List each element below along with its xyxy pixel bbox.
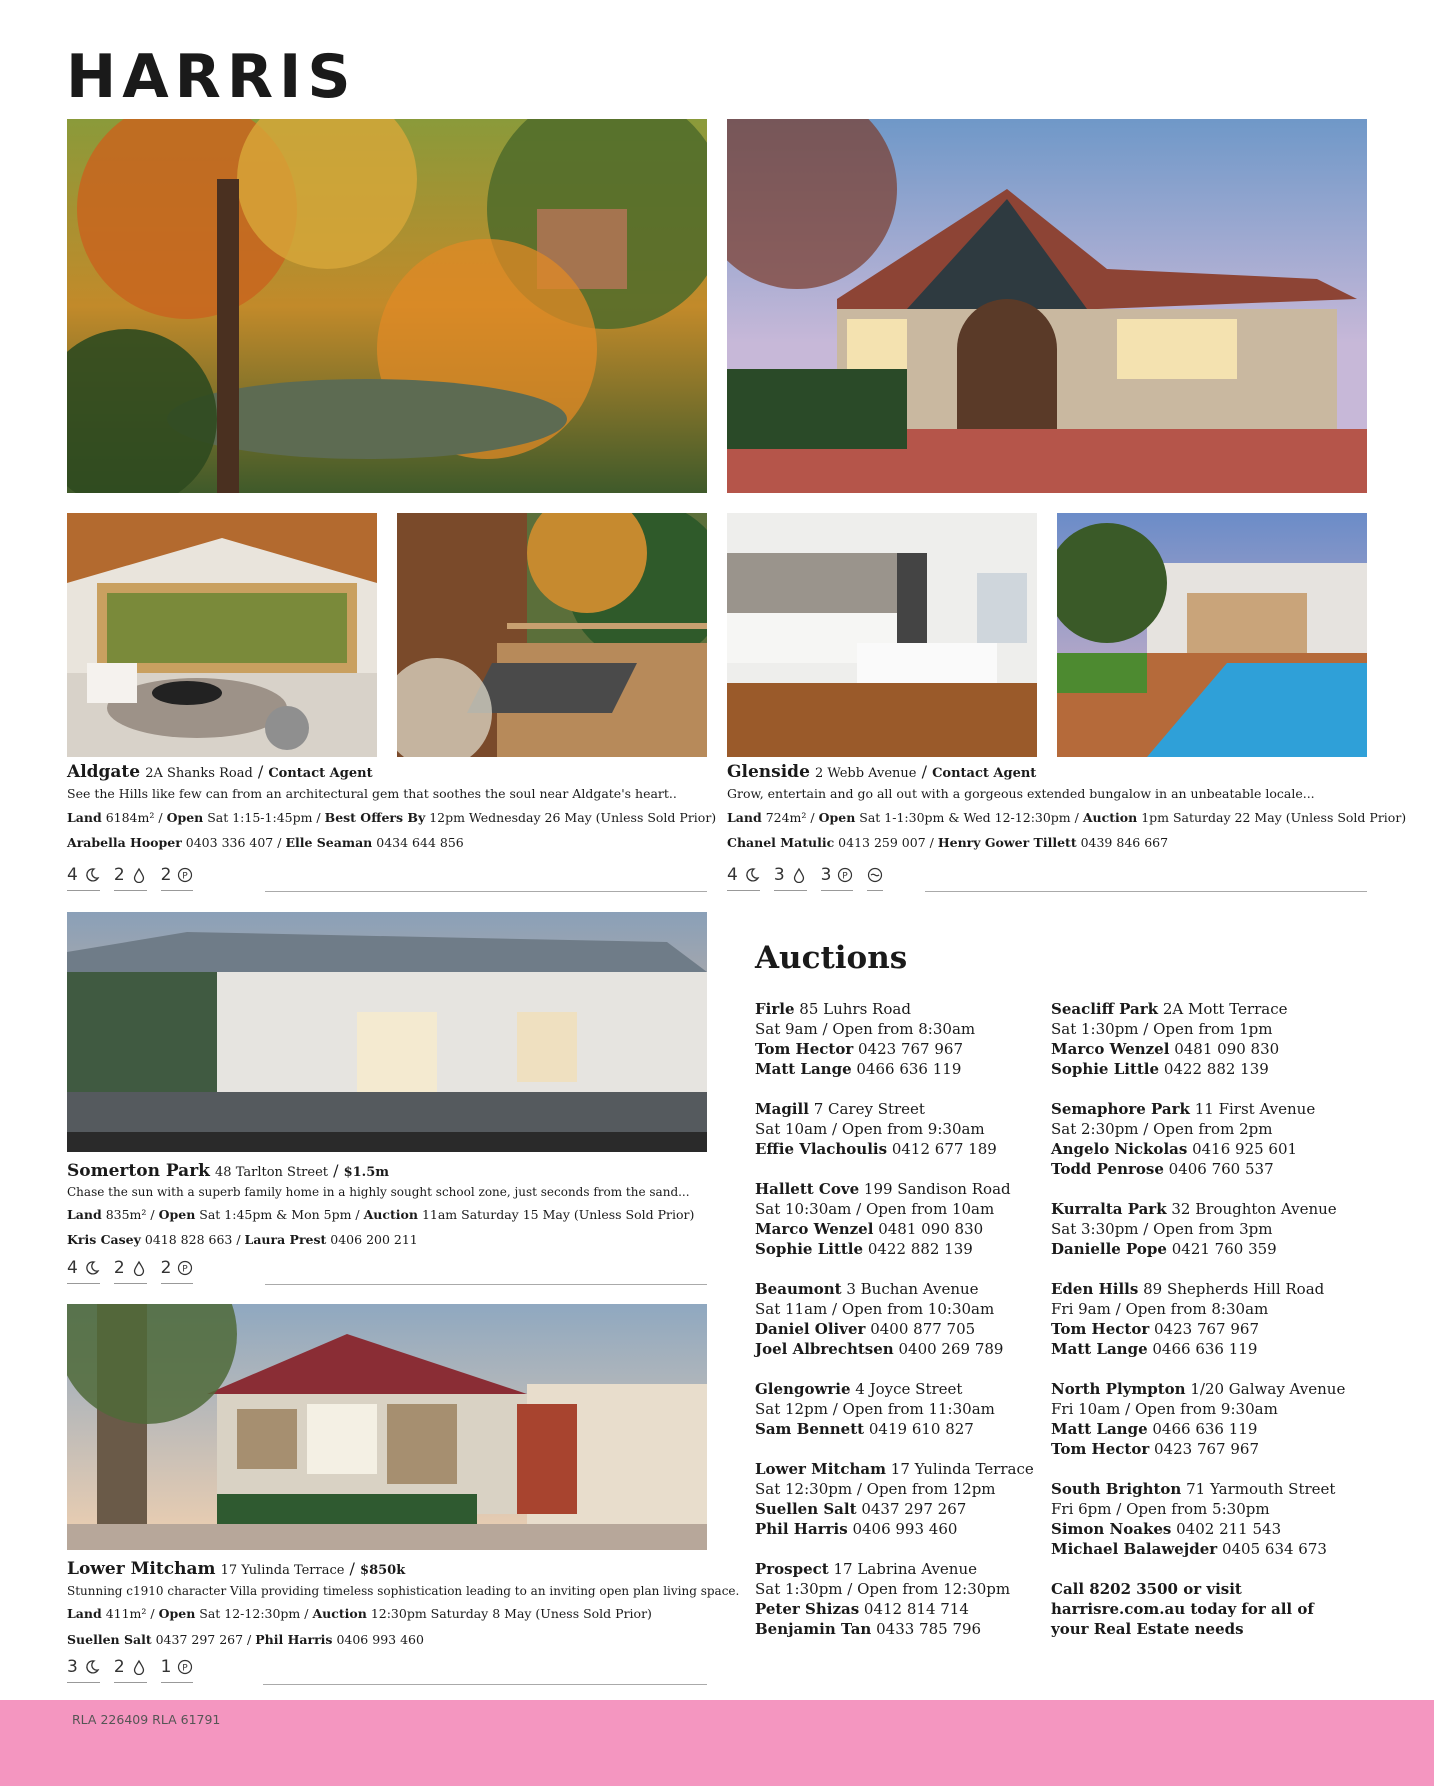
aldgate-description: See the Hills like few can from an architectural gem that soothes the soul near Aldgate's heart.. — [67, 786, 677, 801]
somerton-agents: Kris Casey 0418 828 663 / Laura Prest 0406 200 211 — [67, 1232, 418, 1247]
aldgate-agents: Arabella Hooper 0403 336 407 / Elle Seaman 0434 644 856 — [67, 835, 464, 850]
glenside-pool-photo — [1057, 513, 1367, 757]
lower-mitcham-title: Lower Mitcham 17 Yulinda Terrace / $850k — [67, 1559, 406, 1579]
cars-feature: 1 P — [161, 1656, 194, 1683]
aldgate-title: Aldgate 2A Shanks Road / Contact Agent — [67, 762, 373, 782]
auction-entry: South Brighton 71 Yarmouth Street Fri 6pm / Open from 5:30pm Simon Noakes 0402 211 543 Michael Balawejder 0405 634 673 — [1051, 1480, 1336, 1558]
auctions-heading: Auctions — [755, 940, 908, 976]
water-drop-icon — [791, 867, 807, 883]
moon-icon — [84, 1260, 100, 1276]
lower-mitcham-agents: Suellen Salt 0437 297 267 / Phil Harris 0406 993 460 — [67, 1632, 424, 1647]
parking-icon — [177, 1659, 193, 1675]
somerton-suburb: Somerton Park — [67, 1161, 210, 1181]
glenside-title: Glenside 2 Webb Avenue / Contact Agent — [727, 762, 1037, 782]
aldgate-garden-photo — [67, 119, 707, 493]
auction-entry: North Plympton 1/20 Galway Avenue Fri 10am / Open from 9:30am Matt Lange 0466 636 119 Tom Hector 0423 767 967 — [1051, 1380, 1346, 1458]
lower-mitcham-features — [67, 1656, 193, 1683]
somerton-divider — [265, 1284, 707, 1285]
glenside-agents: Chanel Matulic 0413 259 007 / Henry Gower Tillett 0439 846 667 — [727, 835, 1169, 850]
aldgate-price: Contact Agent — [268, 766, 373, 781]
lower-mitcham-address: 17 Yulinda Terrace — [220, 1563, 345, 1578]
water-drop-icon — [131, 867, 147, 883]
water-drop-icon — [131, 1659, 147, 1675]
auction-entry: Firle 85 Luhrs Road Sat 9am / Open from 8:30am Tom Hector 0423 767 967 Matt Lange 0466 636 119 — [755, 1000, 976, 1078]
aldgate-interior-photo — [67, 513, 377, 757]
parking-icon — [177, 867, 193, 883]
auction-entry: Glengowrie 4 Joyce Street Sat 12pm / Open from 11:30am Sam Bennett 0419 610 827 — [755, 1380, 995, 1438]
svg-text:P: P — [182, 1264, 189, 1275]
glenside-suburb: Glenside — [727, 762, 810, 782]
somerton-house-photo — [67, 912, 707, 1152]
aldgate-details: Land 6184m² / Open Sat 1:15-1:45pm / Best Offers By 12pm Wednesday 26 May (Unless Sold Prior) — [67, 810, 717, 825]
lower-mitcham-details: Land 411m² / Open Sat 12-12:30pm / Auction 12:30pm Saturday 8 May (Uness Sold Prior) — [67, 1606, 652, 1621]
beds-feature: 4 — [727, 864, 760, 891]
lower-mitcham-divider — [263, 1684, 707, 1685]
moon-icon — [84, 867, 100, 883]
auction-entry: Lower Mitcham 17 Yulinda Terrace Sat 12:30pm / Open from 12pm Suellen Salt 0437 297 267 Phil Harris 0406 993 460 — [755, 1460, 1034, 1538]
baths-feature: 2 — [114, 864, 147, 891]
baths-feature: 2 — [114, 1257, 147, 1284]
beds-feature: 4 — [67, 1257, 100, 1284]
glenside-features — [727, 864, 883, 891]
somerton-price: $1.5m — [343, 1165, 389, 1180]
glenside-house-photo — [727, 119, 1367, 493]
somerton-title: Somerton Park 48 Tarlton Street / $1.5m — [67, 1161, 389, 1181]
auctions-right-column — [1051, 999, 1346, 1639]
aldgate-deck-photo — [397, 513, 707, 757]
pool-feature — [867, 864, 883, 891]
aldgate-suburb: Aldgate — [67, 762, 141, 782]
aldgate-address: 2A Shanks Road — [145, 766, 253, 781]
svg-text:P: P — [842, 871, 849, 882]
beds-feature: 3 — [67, 1656, 100, 1683]
baths-feature: 3 — [774, 864, 807, 891]
auction-entry: Seacliff Park 2A Mott Terrace Sat 1:30pm / Open from 1pm Marco Wenzel 0481 090 830 Sophie Little 0422 882 139 — [1051, 1000, 1288, 1078]
glenside-description: Grow, entertain and go all out with a gorgeous extended bungalow in an unbeatable locale... — [727, 786, 1315, 801]
auction-entry: Kurralta Park 32 Broughton Avenue Sat 3:30pm / Open from 3pm Danielle Pope 0421 760 359 — [1051, 1200, 1337, 1258]
footer-bar — [0, 1700, 1434, 1786]
lower-mitcham-price: $850k — [360, 1563, 406, 1578]
auctions-left-column — [755, 999, 1045, 1659]
auction-entry: Prospect 17 Labrina Avenue Sat 1:30pm / Open from 12:30pm Peter Shizas 0412 814 714 Benjamin Tan 0433 785 796 — [755, 1560, 1011, 1638]
auction-entry: Beaumont 3 Buchan Avenue Sat 11am / Open from 10:30am Daniel Oliver 0400 877 705 Joel Albrechtsen 0400 269 789 — [755, 1280, 1004, 1358]
glenside-details: Land 724m² / Open Sat 1-1:30pm & Wed 12-12:30pm / Auction 1pm Saturday 22 May (Unless Sold Prior) — [727, 810, 1407, 825]
moon-icon — [84, 1659, 100, 1675]
cars-feature: 2 P — [161, 864, 194, 891]
contact-call-to-action: Call 8202 3500 or visit harrisre.com.au today for all of your Real Estate needs — [1051, 1580, 1314, 1638]
pool-icon — [867, 867, 883, 883]
water-drop-icon — [131, 1260, 147, 1276]
cars-feature: 2 P — [161, 1257, 194, 1284]
somerton-features — [67, 1257, 193, 1284]
lower-mitcham-suburb: Lower Mitcham — [67, 1559, 216, 1579]
parking-icon — [177, 1260, 193, 1276]
beds-feature: 4 — [67, 864, 100, 891]
aldgate-features — [67, 864, 193, 891]
somerton-address: 48 Tarlton Street — [215, 1165, 329, 1180]
rla-license: RLA 226409 RLA 61791 — [72, 1712, 221, 1727]
glenside-divider — [925, 891, 1367, 892]
glenside-price: Contact Agent — [932, 766, 1037, 781]
auction-entry: Semaphore Park 11 First Avenue Sat 2:30pm / Open from 2pm Angelo Nickolas 0416 925 601 Todd Penrose 0406 760 537 — [1051, 1100, 1316, 1178]
brand-logo: HARRIS — [66, 42, 357, 112]
moon-icon — [744, 867, 760, 883]
svg-text:P: P — [182, 1663, 189, 1674]
glenside-kitchen-photo — [727, 513, 1037, 757]
svg-text:P: P — [182, 871, 189, 882]
cars-feature: 3 P — [821, 864, 854, 891]
auction-entry: Eden Hills 89 Shepherds Hill Road Fri 9am / Open from 8:30am Tom Hector 0423 767 967 Matt Lange 0466 636 119 — [1051, 1280, 1325, 1358]
baths-feature: 2 — [114, 1656, 147, 1683]
aldgate-divider — [265, 891, 707, 892]
parking-icon — [837, 867, 853, 883]
auction-entry: Hallett Cove 199 Sandison Road Sat 10:30am / Open from 10am Marco Wenzel 0481 090 830 Sophie Little 0422 882 139 — [755, 1180, 1011, 1258]
somerton-details: Land 835m² / Open Sat 1:45pm & Mon 5pm / Auction 11am Saturday 15 May (Unless Sold Prior) — [67, 1207, 695, 1222]
auction-entry: Magill 7 Carey Street Sat 10am / Open from 9:30am Effie Vlachoulis 0412 677 189 — [755, 1100, 997, 1158]
glenside-address: 2 Webb Avenue — [814, 766, 917, 781]
lower-mitcham-house-photo — [67, 1304, 707, 1550]
somerton-description: Chase the sun with a superb family home in a highly sought school zone, just seconds from the sand... — [67, 1185, 690, 1199]
lower-mitcham-description: Stunning c1910 character Villa providing timeless sophistication leading to an inviting open plan living space. — [67, 1584, 740, 1598]
